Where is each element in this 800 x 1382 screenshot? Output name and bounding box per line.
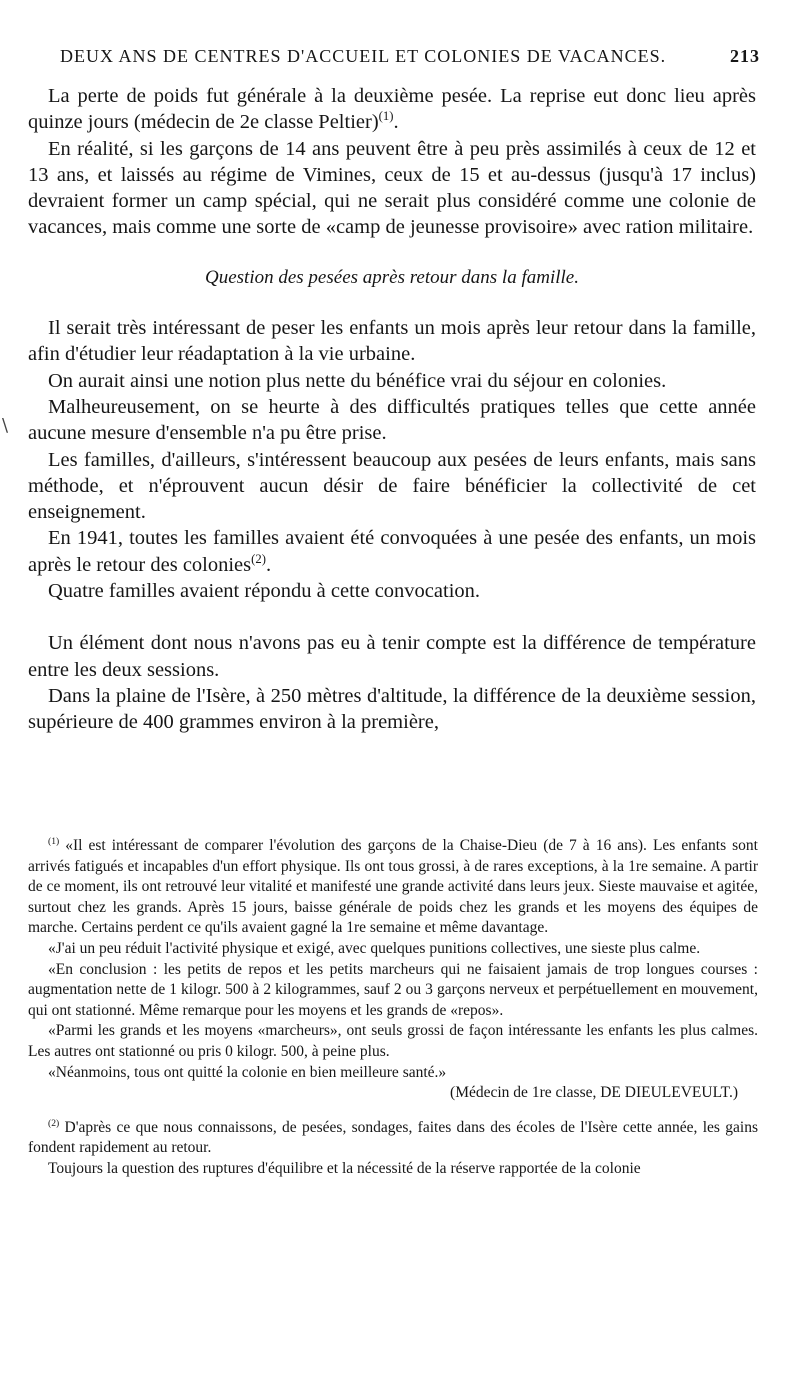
paragraph-difficulties: Malheureusement, on se heurte à des difficultés pratiques telles que cette année aucune mesure d'ensemble n'a pu être prise.: [28, 395, 756, 445]
footnotes: [28, 836, 758, 1180]
paragraph-weigh-after-return: Il serait très intéressant de peser les enfants un mois après leur retour dans la famille, afin d'étudier leur réadaptation à la vie urbaine.: [28, 317, 756, 366]
footnote-1-nevertheless: «Néanmoins, tous ont quitté la colonie en bien meilleure santé.»: [48, 1063, 447, 1081]
paragraph-temperature: Un élément dont nous n'avons pas eu à tenir compte est la différence de température entre les deux sessions.: [28, 632, 756, 681]
page-number: 213: [730, 46, 760, 66]
footnote-ref-2: (2): [251, 551, 266, 566]
paragraph-families: Les familles, d'ailleurs, s'intéressent beaucoup aux pesées de leurs enfants, mais sans méthode, et n'éprouvent aucun désir de faire bénéficier la collectivité de cet enseignement.: [28, 448, 756, 524]
main-text: [28, 83, 756, 736]
paragraph-four-families: Quatre familles avaient répondu à cette convocation.: [48, 580, 481, 603]
footnote-label-1: (1): [48, 835, 60, 847]
paragraph-1941: En 1941, toutes les familles avaient été convoquées à une pesée des enfants, un mois après le retour des colonies$^{(2)}$.: [28, 527, 756, 576]
footnote-1-intro: $^{(1)}$ «Il est intéressant de comparer l'évolution des garçons de la Chaise-Dieu (de 7 à 16 ans). Les enfants sont arrivés fatigués et incapables d'un effort physique. Ils ont tous grossi, à de rares exceptions, à la 1re semaine. A partir de ce moment, ils ont retrouvé leur vitalité et manifesté une grande activité dans leurs jeux. Sieste mauvaise et agitée, surtout chez les grands. Après 15 jours, baisse générale de poids chez les grands et les moyens des équipes de marche. Certains perdent ce qu'ils avaient gagné la 1re semaine et même davantage.: [28, 835, 758, 937]
paragraph-age-groups: En réalité, si les garçons de 14 ans peuvent être à peu près assimilés à ceux de 12 et 13 ans, et laissés au régime de Vimines, ceux de 15 et au-dessus (jusqu'à 17 inclus) devraient former un camp spécial, qui ne serait plus considéré comme une colonie de vacances, mais comme une sorte de «camp de jeunesse provisoire» avec ration militaire.: [28, 137, 756, 239]
paragraph-weight-loss: La perte de poids fut générale à la deuxième pesée. La reprise eut donc lieu après quinze jours (médecin de 2e classe Peltier)$^{(1)}$.: [28, 85, 756, 134]
footnote-1-signature: (Médecin de 1re classe, DE DIEULEVEULT.): [450, 1084, 738, 1102]
page-header: [60, 46, 760, 76]
footnote-1-siesta: «J'ai un peu réduit l'activité physique et exigé, avec quelques punitions collectives, une sieste plus calme.: [48, 939, 701, 957]
running-title: DEUX ANS DE CENTRES D'ACCUEIL ET COLONIES DE VACANCES.: [60, 46, 667, 66]
paragraph-true-benefit: On aurait ainsi une notion plus nette du bénéfice vrai du séjour en colonies.: [48, 369, 667, 392]
footnote-1-conclusion: «En conclusion : les petits de repos et les petits marcheurs qui ne faisaient jamais de trop longues courses : augmentation nette de 1 kilogr. 500 à 2 kilogrammes, sauf 2 ou 3 garçons nerveux et perpétuellement en mouvement, qui ont stationné. Même remarque pour les moyens et les grands de «repos».: [28, 960, 758, 1019]
footnote-ref-1: (1): [378, 109, 394, 124]
footnote-2-equilibrium: Toujours la question des ruptures d'équilibre et la nécessité de la réserve rapportée de la colonie: [48, 1159, 641, 1177]
section-heading: Question des pesées après retour dans la famille.: [205, 266, 579, 288]
footnote-label-2: (2): [48, 1117, 60, 1129]
footnote-1-marchers: «Parmi les grands et les moyens «marcheurs», ont seuls grossi de façon intéressante les enfants les plus calmes. Les autres ont stationné ou pris 0 kilogr. 500, à peine plus.: [28, 1022, 758, 1060]
footnote-2-intro: $^{(2)}$ D'après ce que nous connaissons, de pesées, sondages, faites dans des écoles de l'Isère cette année, les gains fondent rapidement au retour.: [28, 1117, 758, 1157]
paragraph-isere-plain: Dans la plaine de l'Isère, à 250 mètres d'altitude, la différence de la deuxième session, supérieure de 400 grammes environ à la première,: [28, 684, 756, 734]
margin-mark: \: [2, 415, 9, 436]
